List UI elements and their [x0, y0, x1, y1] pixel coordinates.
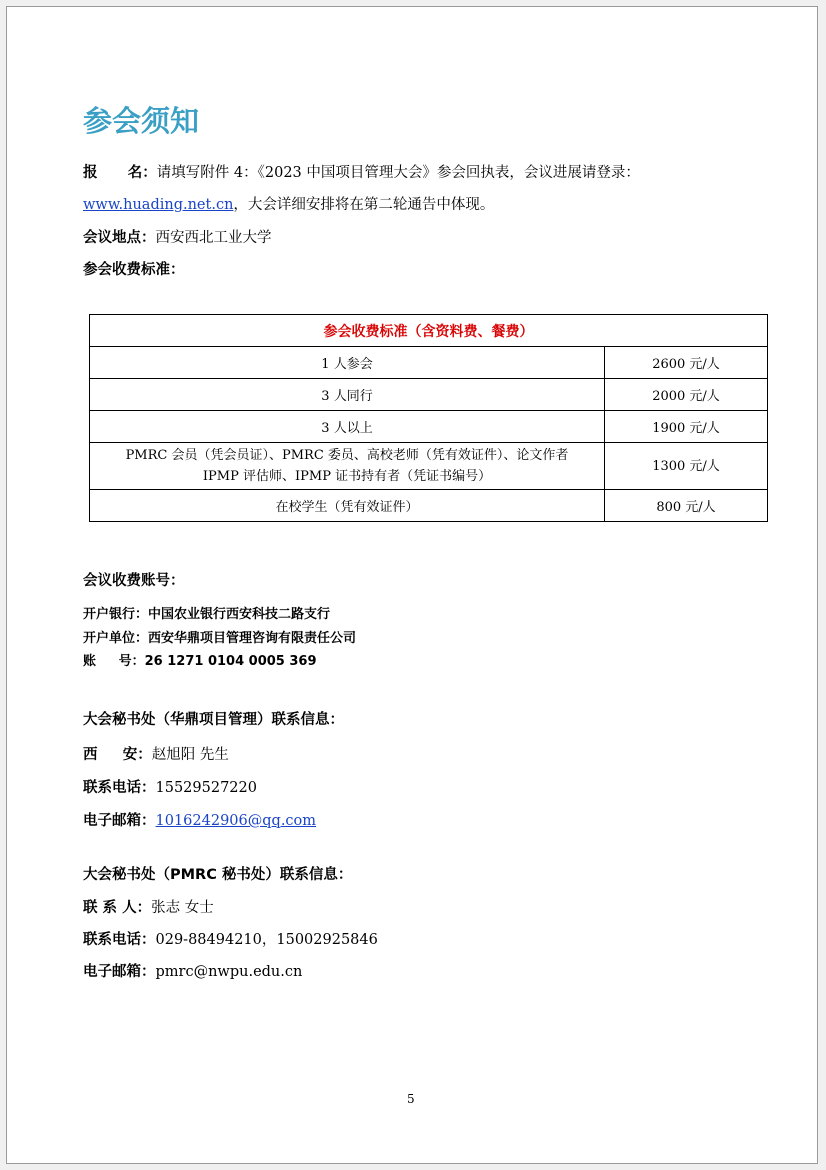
fee-price: 1300 元/人 — [605, 443, 768, 490]
table-row — [90, 347, 768, 379]
venue-label: 会议地点： — [83, 230, 156, 246]
contact2-email-value: pmrc@nwpu.edu.cn — [155, 964, 303, 980]
account-bank: 开户银行：中国农业银行西安科技二路支行 — [83, 607, 331, 622]
fee-item: 3 人同行 — [90, 379, 605, 411]
registration-text-1: 请填写附件 4：《2023 中国项目管理大会》参会回执表，会议进展请登录： — [156, 165, 640, 181]
page-number: 5 — [407, 1092, 415, 1106]
fee-item-line-1: PMRC 会员（凭会员证）、PMRC 委员、高校老师（凭有效证件）、论文作者 — [125, 448, 569, 463]
table-row — [90, 379, 768, 411]
table-row — [90, 411, 768, 443]
contact1-phone-label: 联系电话： — [83, 780, 156, 796]
registration-line-2 — [83, 193, 494, 214]
registration-label: 报 名： — [83, 165, 157, 181]
fee-item: 在校学生（凭有效证件） — [90, 490, 605, 522]
fee-item: 3 人以上 — [90, 411, 605, 443]
contact2-heading: 大会秘书处（PMRC 秘书处）联系信息： — [83, 867, 353, 883]
contact2-person-label: 联 系 人： — [83, 900, 152, 916]
table-row — [90, 443, 768, 490]
fee-price: 2000 元/人 — [605, 379, 768, 411]
contact1-email-line — [83, 809, 316, 830]
contact1-heading: 大会秘书处（华鼎项目管理）联系信息： — [83, 712, 344, 728]
account-number: 账 号：26 1271 0104 0005 369 — [83, 654, 317, 669]
contact2-phone-value: 029-88494210，15002925846 — [155, 932, 378, 948]
fee-price: 800 元/人 — [605, 490, 768, 522]
document-page — [6, 6, 818, 1164]
contact1-city-value: 赵旭阳 先生 — [151, 747, 229, 763]
fee-table — [89, 314, 768, 522]
registration-line-1 — [83, 161, 640, 182]
contact1-email-label: 电子邮箱： — [83, 813, 156, 829]
registration-text-2: ，大会详细安排将在第二轮通告中体现。 — [233, 197, 495, 213]
account-company: 开户单位：西安华鼎项目管理咨询有限责任公司 — [83, 631, 357, 646]
contact2-person-value: 张志 女士 — [151, 900, 214, 916]
contact1-phone-line — [83, 776, 257, 797]
fee-item-multiline — [90, 443, 605, 490]
contact1-city-line — [83, 743, 229, 764]
contact2-phone-label: 联系电话： — [83, 932, 156, 948]
fee-price: 2600 元/人 — [605, 347, 768, 379]
contact1-email-link[interactable]: 1016242906@qq.com — [155, 813, 317, 829]
contact1-city-label: 西 安： — [83, 747, 152, 763]
contact2-phone-line — [83, 928, 378, 949]
fee-table-header: 参会收费标准（含资料费、餐费） — [90, 315, 768, 347]
contact2-person-line — [83, 896, 214, 917]
fee-table-header-row — [90, 315, 768, 347]
venue-value: 西安西北工业大学 — [155, 230, 272, 246]
contact1-phone-value: 15529527220 — [155, 780, 257, 796]
venue-line — [83, 226, 272, 247]
contact2-email-line — [83, 960, 302, 981]
website-link[interactable]: www.huading.net.cn — [83, 197, 234, 213]
fee-price: 1900 元/人 — [605, 411, 768, 443]
account-heading: 会议收费账号： — [83, 573, 185, 589]
table-row — [90, 490, 768, 522]
fee-item: 1 人参会 — [90, 347, 605, 379]
page-title: 参会须知 — [83, 104, 200, 138]
fee-standard-label: 参会收费标准： — [83, 262, 185, 278]
fee-item-line-2: IPMP 评估师、IPMP 证书持有者（凭证书编号） — [202, 469, 492, 484]
contact2-email-label: 电子邮箱： — [83, 964, 156, 980]
